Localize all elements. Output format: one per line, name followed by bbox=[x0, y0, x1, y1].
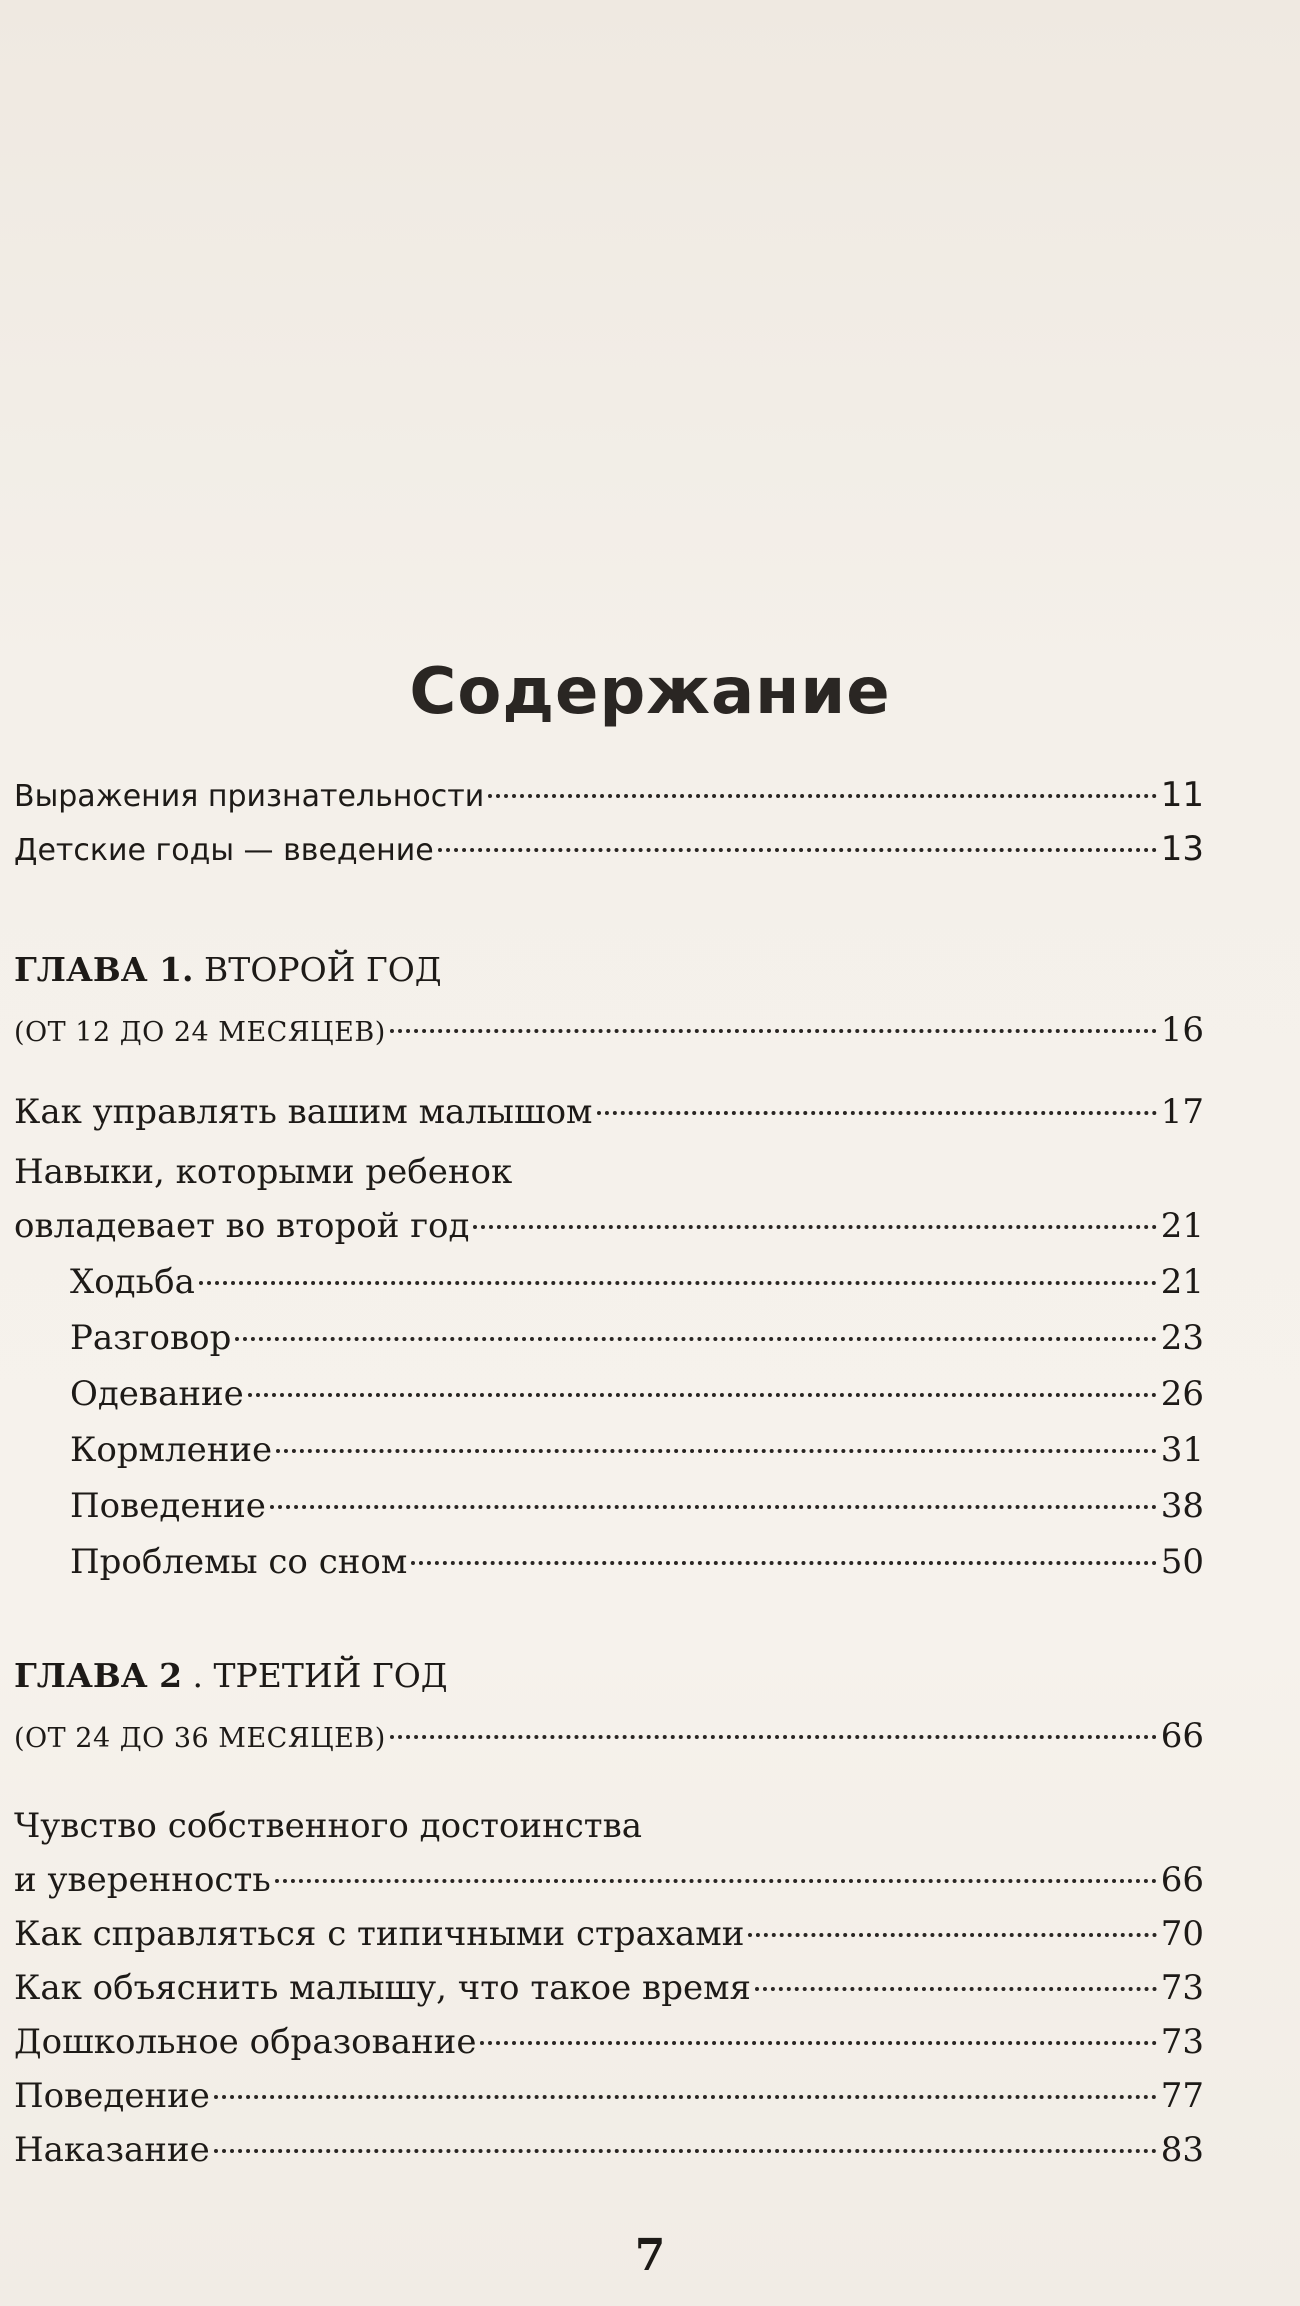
page-title: Содержание bbox=[409, 655, 891, 729]
leader-dots bbox=[390, 1735, 1157, 1739]
toc-entry-page: 73 bbox=[1160, 1968, 1204, 2008]
toc-entry-page: 23 bbox=[1160, 1318, 1204, 1358]
toc-entry-label: Как справляться с типичными страхами bbox=[14, 1914, 745, 1954]
toc-entry-page: 17 bbox=[1160, 1092, 1204, 1132]
toc-entry-fears[interactable] bbox=[14, 1914, 1204, 1954]
toc-subentry-feeding[interactable] bbox=[70, 1430, 1204, 1470]
toc-entry-page: 77 bbox=[1160, 2076, 1204, 2116]
leader-dots bbox=[214, 2095, 1157, 2099]
toc-entry-page: 50 bbox=[1160, 1542, 1204, 1582]
toc-entry-label: (ОТ 12 ДО 24 МЕСЯЦЕВ) bbox=[14, 1017, 386, 1048]
toc-subentry-talking[interactable] bbox=[70, 1318, 1204, 1358]
leader-dots bbox=[235, 1337, 1156, 1341]
toc-entry-label: Как управлять вашим малышом bbox=[14, 1092, 593, 1132]
toc-entry-label: Поведение bbox=[14, 2076, 210, 2116]
toc-entry-manage-toddler[interactable] bbox=[14, 1092, 1204, 1132]
toc-entry-page: 21 bbox=[1160, 1206, 1204, 1246]
chapter-2-heading bbox=[14, 1656, 448, 1695]
leader-dots bbox=[755, 1987, 1157, 1991]
toc-entry-page: 26 bbox=[1160, 1374, 1204, 1414]
toc-entry-introduction[interactable] bbox=[14, 829, 1204, 869]
toc-entry-label: Как объяснить малышу, что такое время bbox=[14, 1968, 751, 2008]
toc-subentry-walking[interactable] bbox=[70, 1262, 1204, 1302]
toc-entry-label: Наказание bbox=[14, 2130, 210, 2170]
toc-entry-label: (ОТ 24 ДО 36 МЕСЯЦЕВ) bbox=[14, 1723, 386, 1754]
page-number: 7 bbox=[634, 2230, 666, 2281]
toc-entry-page: 21 bbox=[1160, 1262, 1204, 1302]
toc-entry-skills[interactable] bbox=[14, 1206, 1204, 1246]
toc-entry-page: 73 bbox=[1160, 2022, 1204, 2062]
leader-dots bbox=[473, 1225, 1156, 1229]
chapter-1-name: ВТОРОЙ ГОД bbox=[193, 950, 442, 989]
toc-entry-label: Детские годы — введение bbox=[14, 833, 434, 868]
toc-entry-skills-line1: Навыки, которыми ребенок bbox=[14, 1152, 513, 1192]
toc-entry-page: 11 bbox=[1160, 775, 1204, 815]
leader-dots bbox=[276, 1449, 1157, 1453]
chapter-1-heading bbox=[14, 950, 442, 989]
leader-dots bbox=[480, 2041, 1156, 2045]
leader-dots bbox=[438, 848, 1157, 852]
leader-dots bbox=[748, 1933, 1156, 1937]
chapter-1-subheading[interactable] bbox=[14, 1010, 1204, 1050]
chapter-2-name: . ТРЕТИЙ ГОД bbox=[182, 1656, 448, 1695]
toc-entry-label: Дошкольное образование bbox=[14, 2022, 477, 2062]
toc-subentry-sleep[interactable] bbox=[70, 1542, 1204, 1582]
toc-entry-page: 83 bbox=[1160, 2130, 1204, 2170]
toc-entry-label: Ходьба bbox=[70, 1262, 195, 1302]
toc-subentry-dressing[interactable] bbox=[70, 1374, 1204, 1414]
toc-entry-page: 66 bbox=[1160, 1860, 1204, 1900]
leader-dots bbox=[411, 1561, 1156, 1565]
toc-entry-dignity[interactable] bbox=[14, 1860, 1204, 1900]
toc-entry-label: Одевание bbox=[70, 1374, 244, 1414]
toc-entry-page: 70 bbox=[1160, 1914, 1204, 1954]
leader-dots bbox=[390, 1029, 1157, 1033]
toc-entry-label: овладевает во второй год bbox=[14, 1206, 470, 1246]
toc-entry-acknowledgements[interactable] bbox=[14, 775, 1204, 815]
toc-entry-page: 66 bbox=[1160, 1716, 1204, 1756]
toc-subentry-behavior[interactable] bbox=[70, 1486, 1204, 1526]
toc-entry-label: и уверенность bbox=[14, 1860, 271, 1900]
toc-entry-page: 13 bbox=[1160, 829, 1204, 869]
leader-dots bbox=[597, 1111, 1157, 1115]
toc-entry-label: Поведение bbox=[70, 1486, 266, 1526]
leader-dots bbox=[488, 794, 1157, 798]
chapter-2-number: ГЛАВА 2 bbox=[14, 1656, 183, 1695]
toc-entry-behavior[interactable] bbox=[14, 2076, 1204, 2116]
toc-entry-label: Кормление bbox=[70, 1430, 273, 1470]
toc-entry-page: 31 bbox=[1160, 1430, 1204, 1470]
toc-entry-dignity-line1: Чувство собственного достоинства bbox=[14, 1806, 642, 1846]
toc-entry-label: Выражения признательности bbox=[14, 779, 485, 814]
toc-entry-page: 16 bbox=[1160, 1010, 1204, 1050]
chapter-2-subheading[interactable] bbox=[14, 1716, 1204, 1756]
toc-entry-label: Разговор bbox=[70, 1318, 232, 1358]
leader-dots bbox=[248, 1393, 1157, 1397]
chapter-1-number: ГЛАВА 1. bbox=[14, 950, 194, 989]
toc-entry-time[interactable] bbox=[14, 1968, 1204, 2008]
toc-entry-label: Проблемы со сном bbox=[70, 1542, 408, 1582]
leader-dots bbox=[275, 1879, 1157, 1883]
leader-dots bbox=[214, 2149, 1157, 2153]
leader-dots bbox=[270, 1505, 1157, 1509]
toc-entry-preschool[interactable] bbox=[14, 2022, 1204, 2062]
toc-entry-punishment[interactable] bbox=[14, 2130, 1204, 2170]
toc-entry-page: 38 bbox=[1160, 1486, 1204, 1526]
leader-dots bbox=[199, 1281, 1157, 1285]
